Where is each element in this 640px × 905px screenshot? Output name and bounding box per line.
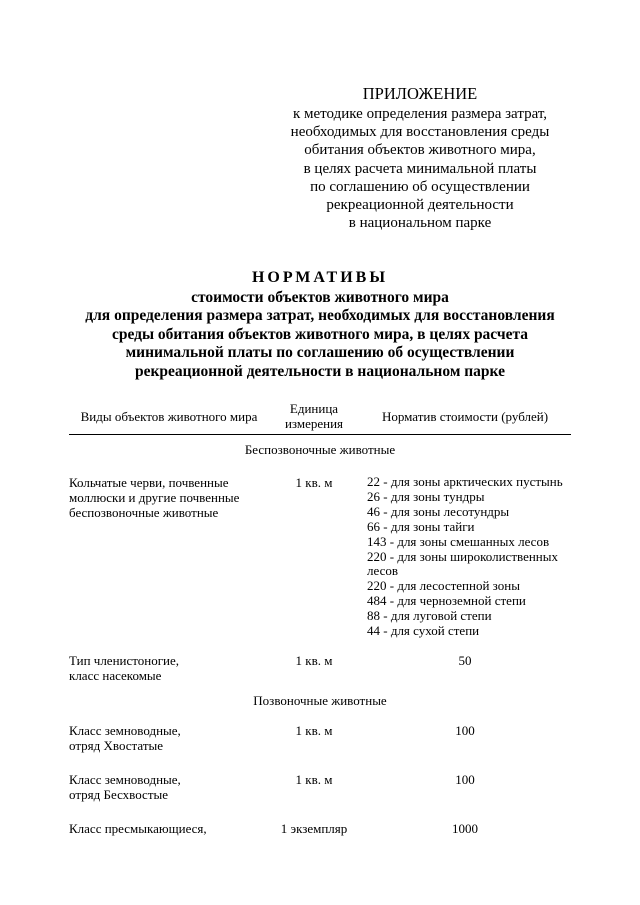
species-line: Класс пресмыкающиеся,: [69, 820, 207, 836]
appendix-line: в национальном парке: [348, 215, 492, 232]
norm-value: 100: [455, 722, 475, 738]
table-row: [69, 475, 571, 639]
zone-item: 143 - для зоны смешанных лесов: [367, 533, 550, 549]
species-line: беспозвоночные животные: [69, 505, 219, 520]
heading-line: стоимости объектов животного мира: [191, 288, 449, 306]
zone-item: лесов: [367, 563, 398, 579]
norm-value: 1000: [452, 820, 478, 836]
unit-cell: 1 кв. м: [295, 475, 333, 490]
heading-title: НОРМАТИВЫ: [251, 269, 389, 286]
species-line: Тип членистоногие,: [69, 652, 180, 668]
species-cell: [69, 723, 269, 753]
zone-item: 88 - для луговой степи: [367, 608, 492, 624]
zone-item: 220 - для зоны широколиственных: [367, 548, 558, 564]
header-unit-line: Единица: [289, 401, 339, 416]
zones-list: [359, 475, 571, 639]
species-line: Класс земноводные,: [69, 722, 181, 738]
table-row: [69, 772, 571, 802]
species-line: класс насекомые: [69, 667, 162, 683]
appendix-line: в целях расчета минимальной платы: [303, 160, 537, 177]
norm-value: 100: [455, 771, 475, 787]
appendix-line: к методике определения размера затрат,: [292, 106, 548, 122]
norms-table: [69, 398, 571, 836]
table-row: [69, 653, 571, 683]
heading-line: рекреационной деятельности в национальном парке: [135, 362, 505, 380]
norm-value: 50: [458, 652, 472, 668]
heading-line: минимальной платы по соглашению об осуществлении: [125, 344, 515, 361]
document-heading: [0, 269, 640, 381]
zone-item: 22 - для зоны арктических пустынь: [367, 474, 563, 489]
species-line: отряд Бесхвостые: [69, 786, 168, 802]
header-unit-line: измерения: [284, 416, 344, 431]
species-cell: [69, 475, 269, 639]
unit-cell: 1 кв. м: [295, 771, 333, 787]
appendix-line: обитания объектов животного мира,: [304, 142, 536, 159]
species-line: Кольчатые черви, почвенные: [69, 475, 229, 490]
heading-line: для определения размера затрат, необходимых для восстановления: [85, 307, 555, 324]
unit-cell: 1 кв. м: [295, 652, 333, 668]
zone-item: 220 - для лесостепной зоны: [367, 578, 520, 594]
appendix-block: [250, 84, 590, 232]
table-row: [69, 723, 571, 753]
zone-item: 66 - для зоны тайги: [367, 518, 475, 534]
species-line: моллюски и другие почвенные: [69, 490, 240, 505]
header-species: Виды объектов животного мира: [80, 408, 258, 424]
table-header: [69, 398, 571, 435]
zone-item: 26 - для зоны тундры: [367, 488, 485, 504]
appendix-line: необходимых для восстановления среды: [290, 124, 550, 141]
species-cell: [69, 653, 269, 683]
section-vertebrates: Позвоночные животные: [253, 692, 387, 708]
appendix-line: по соглашению об осуществлении: [310, 178, 530, 195]
header-unit: [269, 401, 359, 431]
zone-item: 46 - для зоны лесотундры: [367, 503, 510, 519]
table-row: [69, 821, 571, 836]
species-cell: [69, 821, 269, 836]
heading-line: среды обитания объектов животного мира, в целях расчета: [111, 325, 529, 343]
zone-item: 484 - для черноземной степи: [367, 593, 526, 609]
species-line: Класс земноводные,: [69, 771, 181, 787]
species-cell: [69, 772, 269, 802]
unit-cell: 1 экземпляр: [280, 820, 348, 836]
unit-cell: 1 кв. м: [295, 722, 333, 738]
zone-item: 44 - для сухой степи: [367, 623, 480, 639]
section-invertebrates: Беспозвоночные животные: [244, 442, 396, 457]
appendix-line: рекреационной деятельности: [326, 197, 514, 214]
header-norm: Норматив стоимости (рублей): [381, 408, 549, 424]
species-line: отряд Хвостатые: [69, 737, 164, 753]
appendix-title: ПРИЛОЖЕНИЕ: [362, 84, 478, 103]
